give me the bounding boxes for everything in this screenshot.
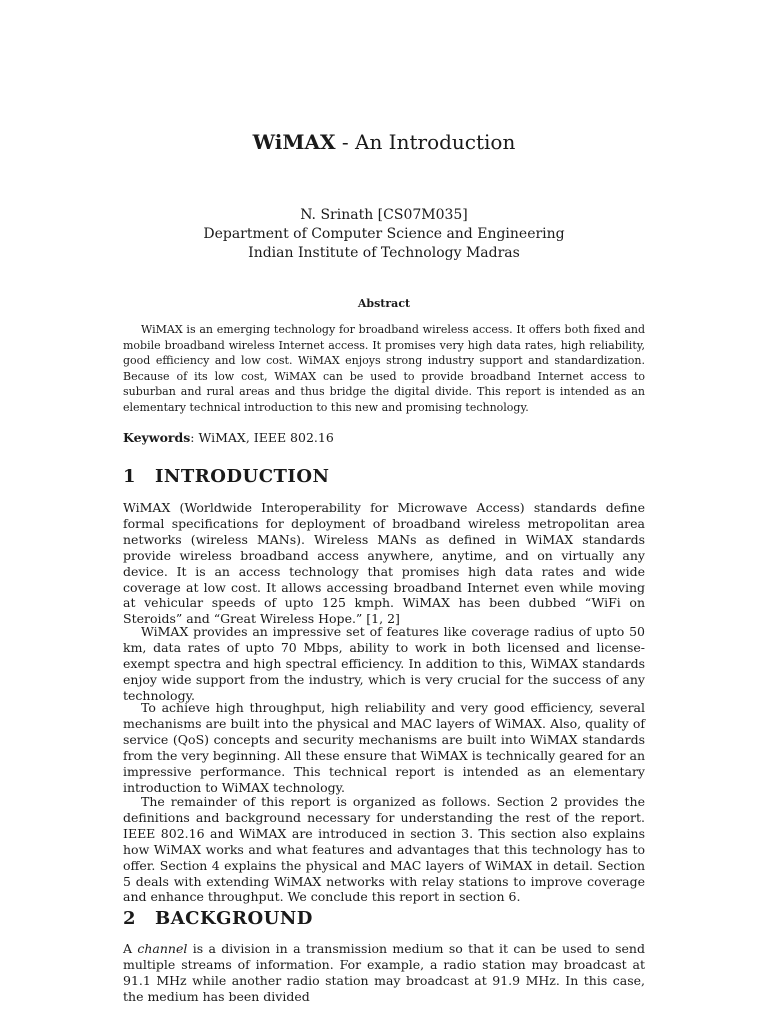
section-1-title: INTRODUCTION [155, 466, 330, 487]
paper-title [123, 130, 645, 154]
section-1-heading [123, 466, 330, 487]
author-department: Department of Computer Science and Engineering [203, 226, 565, 242]
section-1-paragraph-2: WiMAX provides an impressive set of features like coverage radius of upto 50 km, data rates of upto 70 Mbps, ability to work in both licensed and license-exempt spectra and high spectral efficiency. In addition to this, WiMAX standards enjoy wide support from the industry, which is very crucial for the success of any technology. [123, 624, 645, 703]
section-2-p1-prefix: A [123, 941, 138, 956]
section-2-p1-term: channel [137, 941, 188, 956]
author-block [123, 206, 645, 263]
keywords-text: : WiMAX, IEEE 802.16 [190, 430, 334, 445]
section-2-paragraph-1 [123, 941, 645, 1005]
author-name: N. Srinath [CS07M035] [300, 207, 468, 223]
author-institute: Indian Institute of Technology Madras [248, 245, 520, 261]
title-rest: - An Introduction [335, 130, 516, 154]
section-1-paragraph-3: To achieve high throughput, high reliability and very good efficiency, several mechanisms are built into the physical and MAC layers of WiMAX. Also, quality of service (QoS) concepts and security mechanisms are built into WiMAX standards from the very beginning. All these ensure that WiMAX is technically geared for an impressive performance. This technical report is intended as an elementary introduction to WiMAX technology. [123, 700, 645, 795]
section-1-paragraph-4: The remainder of this report is organized as follows. Section 2 provides the definitions and background necessary for understanding the rest of the report. IEEE 802.16 and WiMAX are introduced in section 3. This section also explains how WiMAX works and what features and advantages that this technology has to offer. Section 4 explains the physical and MAC layers of WiMAX in detail. Section 5 deals with extending WiMAX networks with relay stations to improve coverage and enhance throughput. We conclude this report in section 6. [123, 794, 645, 905]
keywords-label: Keywords [123, 430, 191, 445]
section-1-number: 1 [123, 466, 137, 487]
section-1-paragraph-1: WiMAX (Worldwide Interoperability for Microwave Access) standards define formal specifications for deployment of broadband wireless metropolitan area networks (wireless MANs). Wireless MANs as defined in WiMAX standards provide wireless broadband access anywhere, anytime, and on virtually any device. It is an access technology that promises high data rates and wide coverage at low cost. It allows accessing broadband Internet even while moving at vehicular speeds of upto 125 kmph. WiMAX has been dubbed “WiFi on Steroids” and “Great Wireless Hope.” [1, 2] [123, 500, 645, 627]
keywords [123, 430, 645, 445]
title-bold: WiMAX [252, 130, 336, 154]
abstract-heading: Abstract [357, 297, 411, 310]
section-2-p1-rest: is a division in a transmission medium so that it can be used to send multiple streams of information. For example, a radio station may broadcast at 91.1 MHz while another radio station may broadcast at 91.9 MHz. In this case, the medium has been divided [123, 941, 645, 1004]
section-2-title: BACKGROUND [155, 908, 313, 929]
section-2-number: 2 [123, 908, 137, 929]
section-2-heading [123, 908, 313, 929]
abstract-text: WiMAX is an emerging technology for broadband wireless access. It offers both fixed and mobile broadband wireless Internet access. It promises very high data rates, high reliability, good efficiency and low cost. WiMAX enjoys strong industry support and standardization. Because of its low cost, WiMAX can be used to provide broadband Internet access to suburban and rural areas and thus bridge the digital divide. This report is intended as an elementary technical introduction to this new and promising technology. [123, 323, 645, 414]
